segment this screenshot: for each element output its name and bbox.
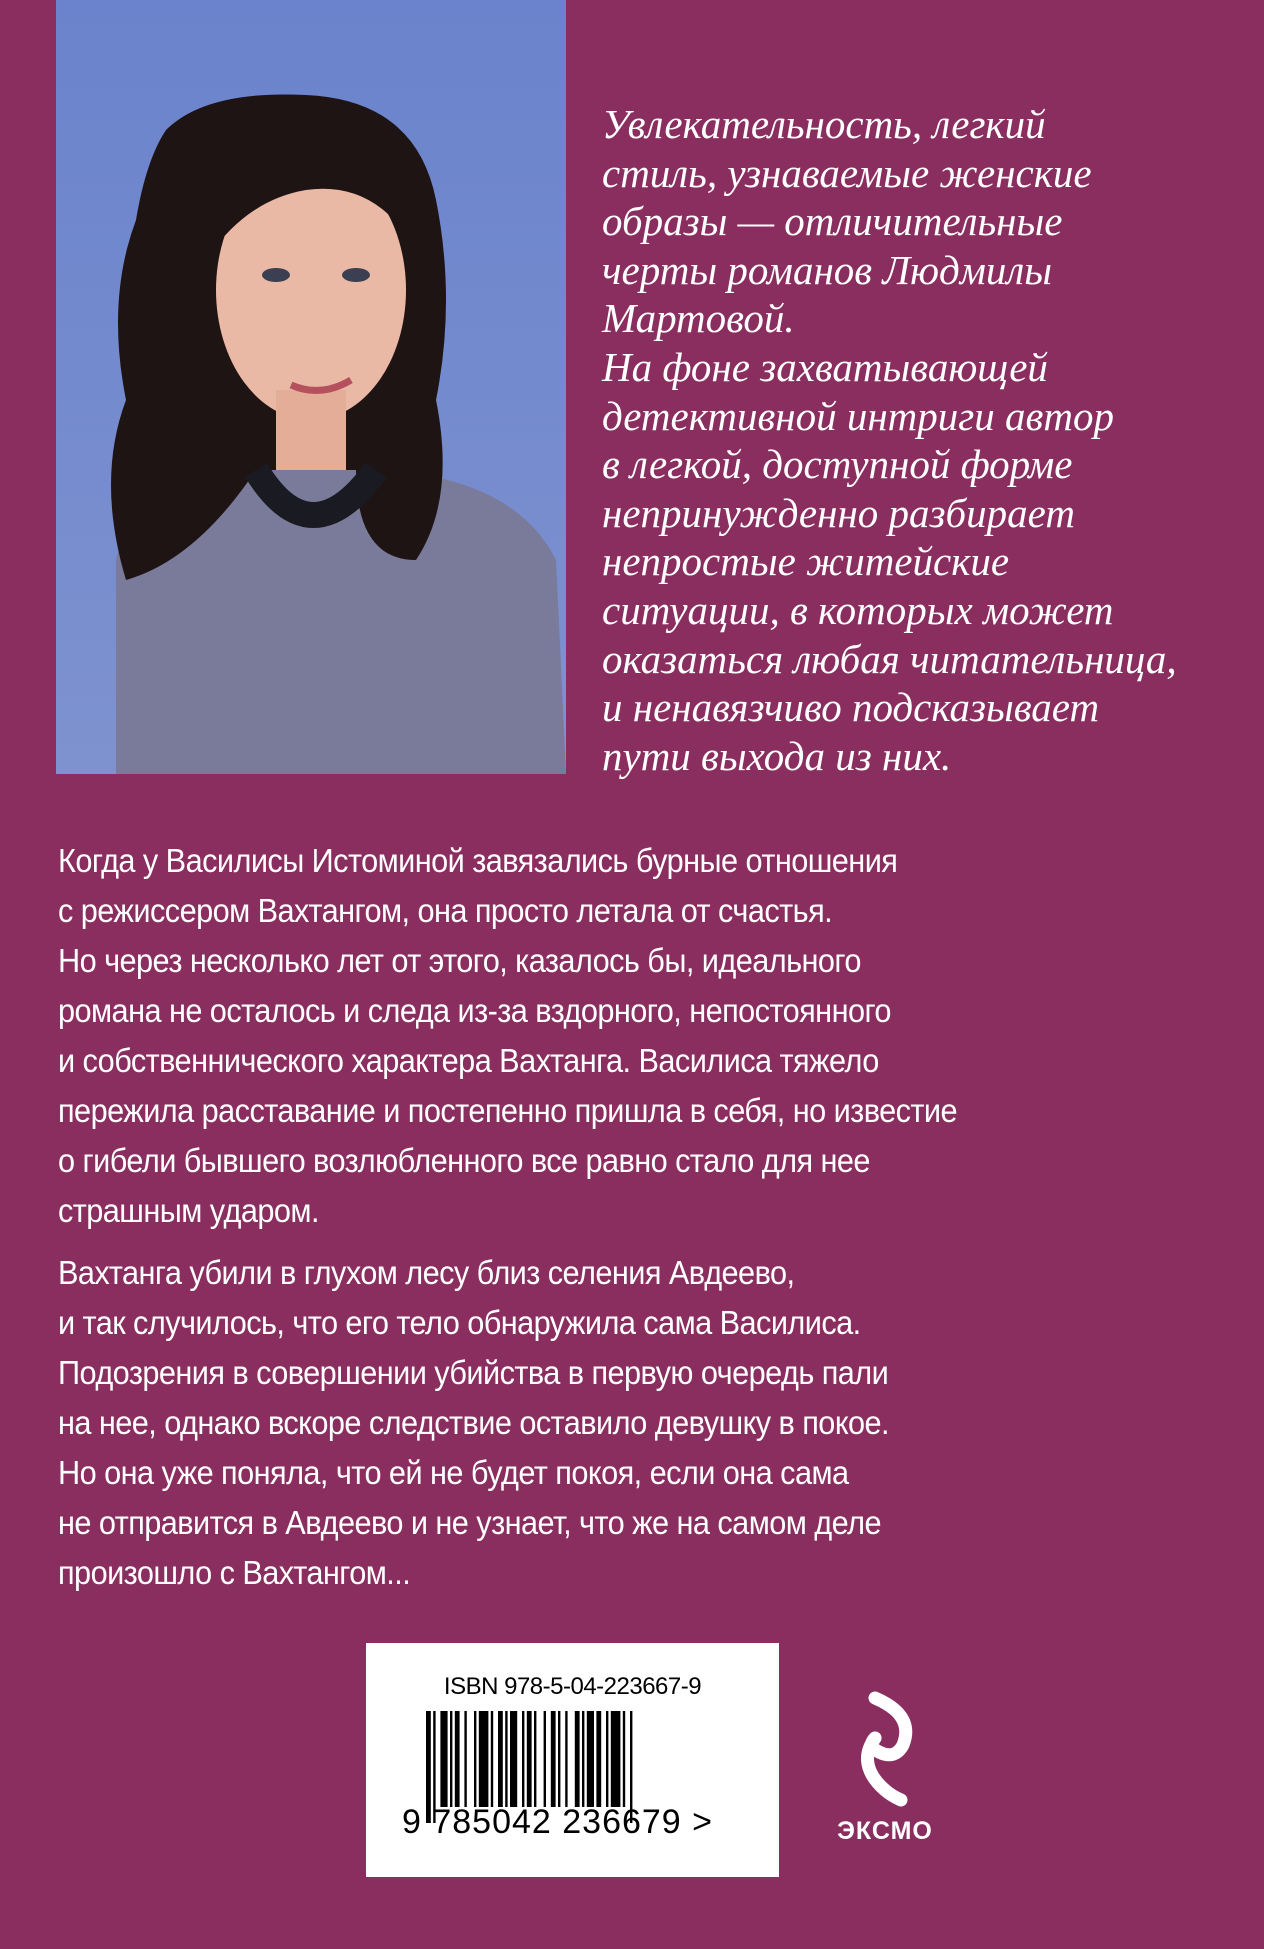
blurb-line: Увлекательность, легкий: [602, 101, 1046, 147]
barcode-bar: [606, 1711, 608, 1807]
isbn-barcode: [366, 1643, 779, 1877]
description-line: о гибели бывшего возлюбленного все равно стало для нее: [58, 1142, 870, 1179]
blurb-line: На фоне захватывающей: [602, 343, 1048, 390]
description-line: с режиссером Вахтангом, она просто летала от счастья.: [58, 892, 833, 929]
description-paragraph: [58, 836, 1238, 1236]
barcode-bar: [587, 1711, 594, 1807]
barcode-bar: [440, 1711, 447, 1807]
blurb-line: и ненавязчиво подсказывает: [602, 684, 1100, 731]
barcode-bar: [479, 1711, 489, 1807]
description-line: не отправится в Авдеево и не узнает, что же на самом деле: [58, 1504, 881, 1541]
barcode-bar: [544, 1711, 546, 1807]
blurb-line: стиль, узнаваемые женские: [602, 149, 1092, 196]
barcode-bar: [623, 1711, 625, 1807]
barcode-bar: [474, 1711, 476, 1807]
blurb-line: в легкой, доступной форме: [602, 441, 1073, 488]
blurb-line: черты романов Людмилы: [602, 246, 1053, 293]
barcode-bar: [582, 1711, 584, 1807]
blurb-line: детективной интриги автор: [602, 392, 1114, 439]
description-line: и собственнического характера Вахтанга. Василиса тяжело: [58, 1042, 879, 1079]
blurb-line: непростые житейские: [602, 538, 1010, 585]
barcode-bar: [611, 1711, 621, 1807]
blurb-line: пути выхода из них.: [602, 732, 952, 779]
publisher-logo: [830, 1690, 940, 1860]
description-paragraph: [58, 1248, 1238, 1598]
barcode-bar: [565, 1711, 567, 1807]
barcode-bar: [498, 1711, 503, 1807]
description-line: романа не осталось и следа из-за вздорного, непостоянного: [58, 992, 891, 1029]
description-line: Подозрения в совершении убийства в первую очередь пали: [58, 1354, 889, 1391]
description-line: пережила расставание и постепенно пришла в себя, но известие: [58, 1092, 957, 1129]
publisher-name: ЭКСМО: [837, 1817, 933, 1845]
barcode-bar: [558, 1711, 560, 1807]
book-description: [58, 836, 1238, 1610]
description-line: Но через несколько лет от этого, казалось бы, идеального: [58, 942, 861, 979]
description-line: Вахтанга убили в глухом лесу близ селения Авдеево,: [58, 1254, 795, 1291]
barcode-bar: [551, 1711, 556, 1807]
description-line: произошло с Вахтангом...: [58, 1554, 411, 1591]
barcode-bar: [510, 1711, 517, 1807]
blurb-line: Мартовой.: [602, 295, 795, 342]
eksmo-logo-icon: [845, 1690, 925, 1810]
barcode-bar: [575, 1711, 580, 1807]
author-blurb: [602, 100, 1252, 780]
barcode-bar: [450, 1711, 452, 1807]
barcode-bar: [505, 1711, 507, 1807]
author-photo: [56, 0, 566, 774]
blurb-line: ситуации, в которых может: [602, 586, 1114, 633]
barcode-digits: 9 785042 236679 >: [402, 1803, 714, 1841]
barcode-bar: [455, 1711, 460, 1807]
blurb-line: непринужденно разбирает: [602, 489, 1075, 536]
barcode-bar: [527, 1711, 532, 1807]
description-line: и так случилось, что его тело обнаружила сама Василиса.: [58, 1304, 861, 1341]
isbn-text: ISBN 978-5-04-223667-9: [443, 1673, 702, 1700]
description-line: Но она уже поняла, что ей не будет покоя, если она сама: [58, 1454, 849, 1491]
barcode-bar: [596, 1711, 601, 1807]
barcode-bar: [534, 1711, 536, 1807]
barcode-bar: [522, 1711, 524, 1807]
barcode-bar: [464, 1711, 466, 1807]
description-line: на нее, однако вскоре следствие оставило девушку в покое.: [58, 1404, 890, 1441]
description-line: страшным ударом.: [58, 1192, 319, 1229]
description-line: Когда у Василисы Истоминой завязались бурные отношения: [58, 842, 898, 879]
blurb-line: образы — отличительные: [602, 198, 1063, 245]
barcode-bar: [491, 1711, 493, 1807]
blurb-line: оказаться любая читательница,: [602, 635, 1177, 682]
